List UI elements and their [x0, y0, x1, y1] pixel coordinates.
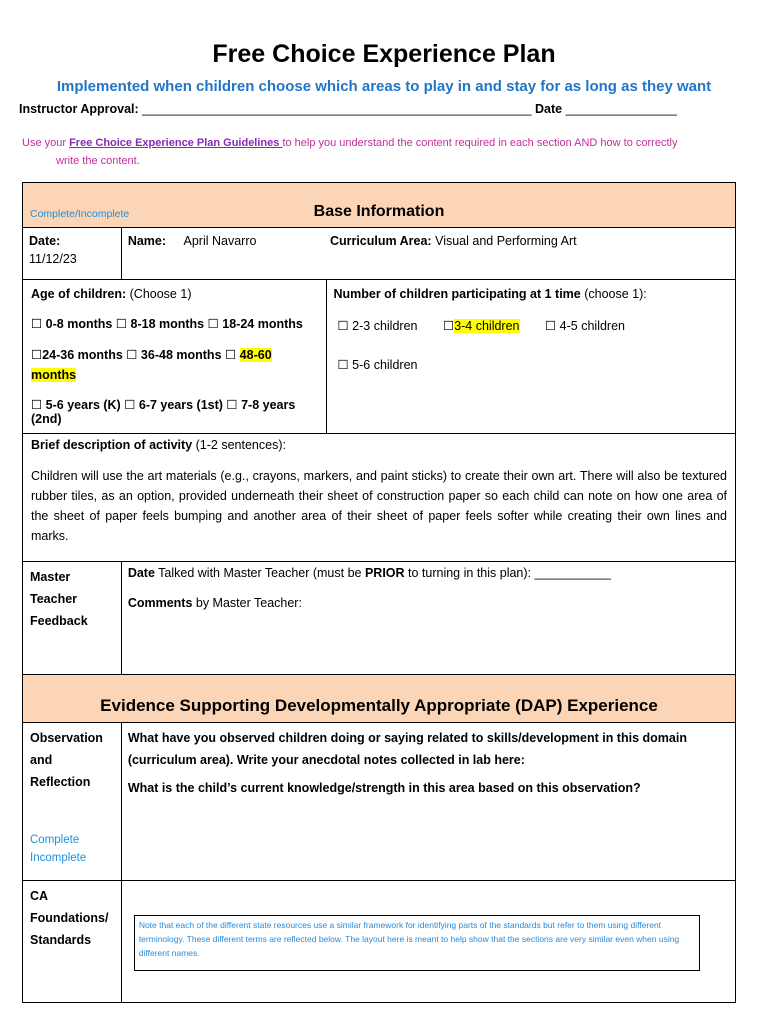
guidelines-line2: write the content. [56, 155, 140, 167]
ca-foundations-label-cell [23, 881, 122, 1003]
age-cell [23, 280, 327, 434]
guidelines-prefix: Use your [22, 137, 70, 149]
date-value: 11/12/23 [29, 252, 77, 266]
master-teacher-label-cell [23, 562, 122, 675]
number-option-2-3[interactable]: ☐ 2-3 children [337, 319, 418, 333]
observation-label [30, 727, 115, 793]
mt-comments-text: by Master Teacher: [192, 596, 302, 610]
date-cell[interactable] [23, 228, 122, 280]
name-value: April Navarro [183, 234, 257, 248]
ca-label-3: Standards [30, 933, 92, 947]
age-selected-months: months [31, 368, 77, 382]
master-teacher-label-2: Teacher [30, 592, 78, 606]
age-options-row2[interactable] [31, 345, 320, 385]
instructor-approval-row [19, 102, 719, 116]
brief-text: Children will use the art materials (e.g., crayons, markers, and paint sticks) to create their own art. There will also be textured rubber tiles, as an option, provided underneath their sheet of construction paper so each child can note on how one area of the sheet of paper feels bumping and another area of their sheet of paper feels softer while creating their own lines and marks. [31, 469, 727, 543]
brief-description-cell[interactable] [23, 434, 736, 562]
number-selected-3-4: 3-4 children [454, 319, 520, 333]
ca-label-2: Foundations/ [30, 911, 109, 925]
age-row2-text: ☐24-36 months ☐ 36-48 months ☐ [31, 348, 240, 362]
age-selected-48-60: 48-60 [239, 348, 272, 362]
number-cell [327, 280, 736, 434]
master-teacher-label-3: Feedback [30, 614, 88, 628]
observation-label-3: Reflection [30, 775, 91, 789]
page-title: Free Choice Experience Plan [212, 40, 556, 68]
curriculum-value: Visual and Performing Art [435, 234, 577, 248]
age-options-row1[interactable]: ☐ 0-8 months ☐ 8-18 months ☐ 18-24 months [31, 317, 303, 331]
ca-foundations-content-cell[interactable] [121, 881, 735, 1003]
number-option-5-6[interactable]: ☐ 5-6 children [337, 358, 418, 372]
observation-incomplete[interactable]: Incomplete [30, 852, 87, 864]
number-label: Number of children participating at 1 time [333, 287, 581, 301]
number-options-row1 [333, 318, 729, 333]
mt-date-label: Date [127, 566, 155, 580]
observation-content-cell[interactable] [121, 723, 735, 881]
age-label: Age of children: [31, 287, 127, 301]
brief-label: Brief description of activity [31, 438, 193, 452]
mt-comments-label: Comments [127, 596, 193, 610]
name-curriculum-cell[interactable] [121, 228, 735, 280]
observation-label-1: Observation [30, 731, 103, 745]
base-info-header [23, 183, 736, 228]
dap-header [23, 675, 736, 723]
curriculum-label: Curriculum Area: [329, 234, 432, 248]
base-info-title: Base Information [313, 203, 445, 220]
ca-label-1: CA [30, 889, 49, 903]
brief-hint: (1-2 sentences): [195, 438, 286, 452]
observation-question-2: What is the child’s current knowledge/strength in this area based on this observation? [127, 781, 641, 795]
number-option-3-4[interactable] [421, 319, 520, 333]
observation-status[interactable] [30, 831, 115, 867]
master-teacher-label-1: Master [30, 570, 71, 584]
number-option-3-4-box: ☐ [442, 319, 455, 333]
plan-form-table [22, 182, 736, 1003]
age-options-row3[interactable]: ☐ 5-6 years (K) ☐ 6-7 years (1st) ☐ 7-8 years (2nd) [31, 398, 296, 426]
page-subtitle: Implemented when children choose which areas to play in and stay for as long as they want [56, 78, 712, 95]
name-label: Name: [127, 234, 167, 248]
guidelines-note [22, 134, 722, 170]
number-option-4-5[interactable]: ☐ 4-5 children [545, 319, 625, 333]
observation-label-2: and [30, 753, 53, 767]
master-teacher-feedback-cell[interactable] [121, 562, 735, 675]
dap-title: Evidence Supporting Developmentally Appropriate (DAP) Experience [100, 695, 658, 715]
mt-date-text: Talked with Master Teacher (must be [154, 566, 365, 580]
guidelines-suffix: to help you understand the content required in each section AND how to correctly [282, 137, 678, 149]
approval-date-label: Date [534, 102, 563, 116]
guidelines-link[interactable]: Free Choice Experience Plan Guidelines [69, 137, 283, 149]
observation-label-cell [23, 723, 122, 881]
instructor-approval-field[interactable]: ________________________________________________________ [142, 102, 532, 116]
instructor-approval-label: Instructor Approval: [19, 102, 139, 116]
approval-date-field[interactable]: ________________ [565, 102, 677, 116]
mt-date-text2: to turning in this plan): ___________ [404, 566, 611, 580]
base-info-status[interactable]: Complete/Incomplete [30, 208, 130, 220]
age-hint: (Choose 1) [129, 287, 192, 301]
number-hint: (choose 1): [584, 287, 647, 301]
ca-note-box: Note that each of the different state resources use a similar framework for identifying parts of the standards but refer to them using different terminology. These different terms are reflected below. The layout here is meant to help show that the sections are very similar even when using different names. [134, 915, 700, 971]
observation-complete[interactable]: Complete [30, 834, 80, 846]
observation-question-1: What have you observed children doing or saying related to skills/development in this domain (curriculum area). Write your anecdotal notes collected in lab here: [127, 731, 687, 767]
date-label: Date: [29, 234, 61, 248]
mt-prior: PRIOR [364, 566, 405, 580]
